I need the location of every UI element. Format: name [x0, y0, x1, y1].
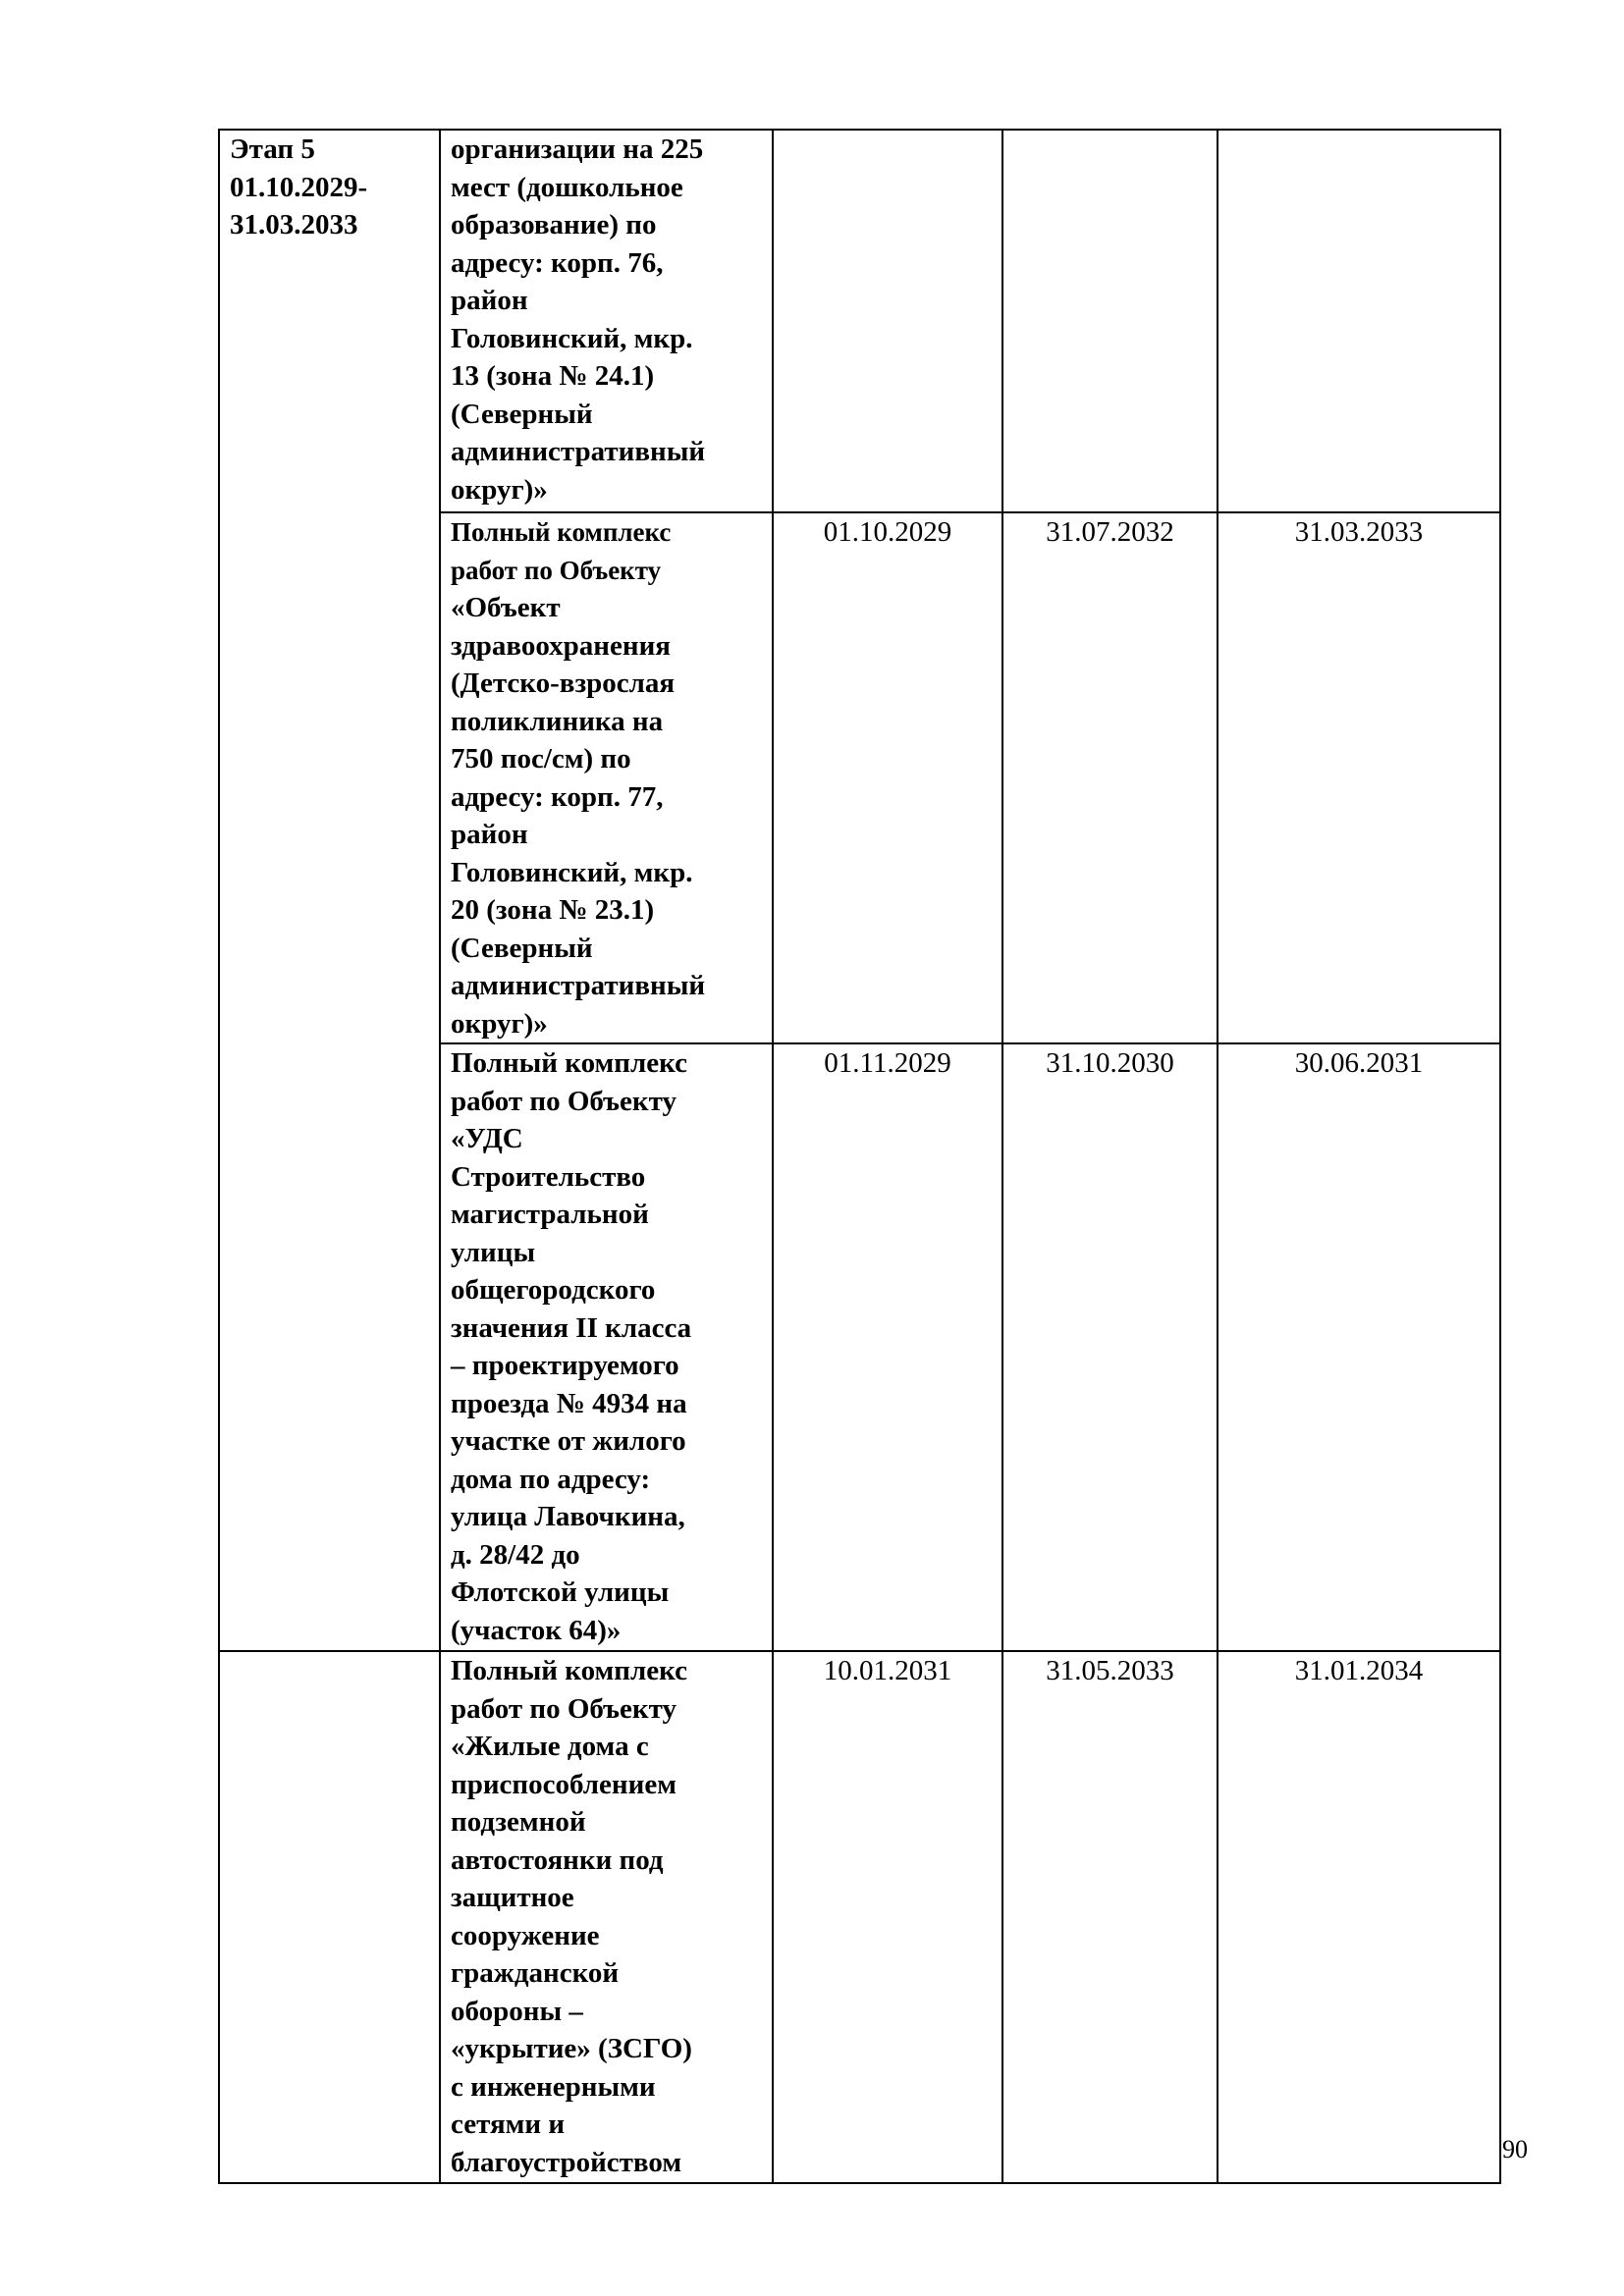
start-date: 01.11.2029	[773, 1043, 1002, 1651]
start-date: 01.10.2029	[773, 512, 1002, 1043]
object-description	[440, 512, 773, 1043]
object-lead-text: Полный комплекс работ по Объекту	[451, 517, 672, 585]
intermediate-date: 31.07.2032	[1002, 512, 1218, 1043]
start-date	[773, 130, 1002, 512]
table-row	[219, 130, 1500, 512]
table-row	[219, 1651, 1500, 2183]
object-description: Полный комплекс работ по Объекту «УДС Строительство магистральной улицы общегородского значения II класса – проектируемого проезда № 4934 на участке от жилого дома по адресу: улица Лавочкина, д. 28/42 до Флотской улицы (участок 64)»	[440, 1043, 773, 1651]
end-date: 30.06.2031	[1218, 1043, 1500, 1651]
start-date: 10.01.2031	[773, 1651, 1002, 2183]
object-description: организации на 225 мест (дошкольное образование) по адресу: корп. 76, район Головинский, мкр. 13 (зона № 24.1) (Северный административный округ)»	[440, 130, 773, 512]
intermediate-date: 31.10.2030	[1002, 1043, 1218, 1651]
end-date	[1218, 130, 1500, 512]
page-number: 90	[1502, 2135, 1528, 2163]
object-main-text: «Объект здравоохранения (Детско-взрослая поликлиника на 750 пос/см) по адресу: корп. 77, район Головинский, мкр. 20 (зона № 23.1) (Северный административный округ)»	[451, 592, 706, 1040]
end-date: 31.03.2033	[1218, 512, 1500, 1043]
stage-cell-empty	[219, 1651, 440, 2183]
stage-cell	[219, 130, 440, 1651]
schedule-table	[218, 129, 1501, 2184]
object-description: Полный комплекс работ по Объекту «Жилые дома с приспособлением подземной автостоянки под защитное сооружение гражданской обороны – «укрытие» (ЗСГО) с инженерными сетями и благоустройством	[440, 1651, 773, 2183]
stage-end-date: 31.03.2033	[230, 209, 358, 240]
stage-label: Этап 5	[230, 133, 315, 165]
intermediate-date	[1002, 130, 1218, 512]
intermediate-date: 31.05.2033	[1002, 1651, 1218, 2183]
stage-start-date: 01.10.2029-	[230, 171, 368, 203]
end-date: 31.01.2034	[1218, 1651, 1500, 2183]
